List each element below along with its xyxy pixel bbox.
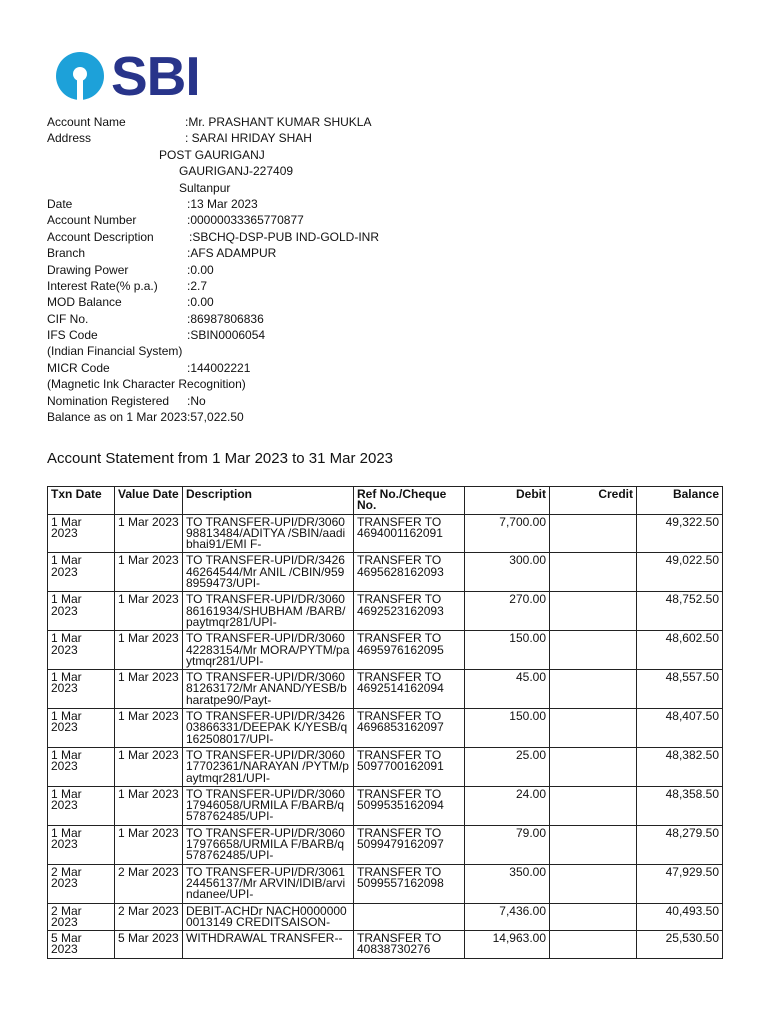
- header-credit: Credit: [550, 487, 637, 515]
- cell-txn-date: 2 Mar 2023: [48, 903, 115, 931]
- cell-txn-date: 5 Mar 2023: [48, 931, 115, 959]
- table-row: [48, 903, 723, 931]
- cell-debit: 7,700.00: [465, 514, 550, 553]
- account-field-label: Branch: [47, 246, 86, 261]
- cell-value-date: 1 Mar 2023: [115, 592, 183, 631]
- header-value-date: Value Date: [115, 487, 183, 515]
- cell-ref-no: TRANSFER TO 5099535162094: [354, 786, 465, 825]
- cell-ref-no: [354, 903, 465, 931]
- cell-description: TO TRANSFER-UPI/DR/342603866331/DEEPAK K/YESB/q162508017/UPI-: [183, 709, 354, 748]
- cell-txn-date: 1 Mar 2023: [48, 592, 115, 631]
- cell-description: TO TRANSFER-UPI/DR/306017702361/NARAYAN /PYTM/paytmqr281/UPI-: [183, 747, 354, 786]
- cell-debit: 300.00: [465, 553, 550, 592]
- cell-balance: 25,530.50: [637, 931, 723, 959]
- cell-debit: 350.00: [465, 864, 550, 903]
- cell-debit: 150.00: [465, 709, 550, 748]
- account-field-value: :Mr. PRASHANT KUMAR SHUKLA: [185, 115, 372, 129]
- cell-ref-no: TRANSFER TO 4695628162093: [354, 553, 465, 592]
- table-row: [48, 709, 723, 748]
- table-row: [48, 514, 723, 553]
- account-field-value: :SBIN0006054: [187, 328, 266, 343]
- cell-debit: 150.00: [465, 631, 550, 670]
- account-field-label: IFS Code: [47, 328, 98, 343]
- cell-description: TO TRANSFER-UPI/DR/306017946058/URMILA F/BARB/q578762485/UPI-: [183, 786, 354, 825]
- table-row: [48, 825, 723, 864]
- account-field-label: Interest Rate(% p.a.): [47, 278, 158, 293]
- cell-credit: [550, 709, 637, 748]
- cell-ref-no: TRANSFER TO 5099479162097: [354, 825, 465, 864]
- cell-credit: [550, 553, 637, 592]
- cell-ref-no: TRANSFER TO 4695976162095: [354, 631, 465, 670]
- cell-description: TO TRANSFER-UPI/DR/306081263172/Mr ANAND/YESB/bharatpe90/Payt-: [183, 670, 354, 709]
- table-row: [48, 864, 723, 903]
- header-ref-no: Ref No./Cheque No.: [354, 487, 465, 515]
- cell-description: WITHDRAWAL TRANSFER--: [183, 931, 354, 959]
- cell-balance: 48,279.50: [637, 825, 723, 864]
- cell-txn-date: 1 Mar 2023: [48, 747, 115, 786]
- cell-value-date: 1 Mar 2023: [115, 786, 183, 825]
- cell-value-date: 1 Mar 2023: [115, 747, 183, 786]
- cell-credit: [550, 514, 637, 553]
- cell-credit: [550, 631, 637, 670]
- account-field-label: Date: [47, 196, 73, 211]
- cell-debit: 24.00: [465, 786, 550, 825]
- account-field-value: Sultanpur: [179, 180, 231, 195]
- account-field-label: Address: [47, 131, 92, 146]
- account-field-value: :2.7: [187, 278, 208, 293]
- sbi-logo: [55, 45, 200, 107]
- cell-balance: 48,407.50: [637, 709, 723, 748]
- account-field-value: POST GAURIGANJ: [159, 147, 265, 162]
- cell-debit: 45.00: [465, 670, 550, 709]
- cell-txn-date: 1 Mar 2023: [48, 825, 115, 864]
- cell-ref-no: TRANSFER TO 5099557162098: [354, 864, 465, 903]
- cell-credit: [550, 903, 637, 931]
- cell-credit: [550, 592, 637, 631]
- cell-ref-no: TRANSFER TO 4696853162097: [354, 709, 465, 748]
- account-field-label: (Magnetic Ink Character Recognition): [47, 377, 246, 392]
- cell-ref-no: TRANSFER TO 40838730276: [354, 931, 465, 959]
- account-field-value: :86987806836: [187, 311, 264, 326]
- cell-ref-no: TRANSFER TO 4692523162093: [354, 592, 465, 631]
- cell-credit: [550, 670, 637, 709]
- cell-value-date: 2 Mar 2023: [115, 864, 183, 903]
- cell-value-date: 5 Mar 2023: [115, 931, 183, 959]
- cell-value-date: 1 Mar 2023: [115, 514, 183, 553]
- cell-credit: [550, 931, 637, 959]
- account-field-value: :No: [187, 393, 206, 408]
- cell-description: TO TRANSFER-UPI/DR/306124456137/Mr ARVIN/IDIB/arvindanee/UPI-: [183, 864, 354, 903]
- statement-title: Account Statement from 1 Mar 2023 to 31 Mar 2023: [47, 450, 394, 467]
- cell-debit: 14,963.00: [465, 931, 550, 959]
- header-description: Description: [183, 487, 354, 515]
- table-row: [48, 553, 723, 592]
- cell-credit: [550, 786, 637, 825]
- cell-ref-no: TRANSFER TO 5097700162091: [354, 747, 465, 786]
- account-field-value: GAURIGANJ-227409: [179, 164, 294, 179]
- cell-txn-date: 1 Mar 2023: [48, 670, 115, 709]
- header-txn-date: Txn Date: [48, 487, 115, 515]
- cell-ref-no: TRANSFER TO 4692514162094: [354, 670, 465, 709]
- cell-value-date: 2 Mar 2023: [115, 903, 183, 931]
- account-field-value: : SARAI HRIDAY SHAH: [185, 131, 312, 146]
- cell-credit: [550, 825, 637, 864]
- account-field-value: :144002221: [187, 360, 251, 375]
- cell-balance: 48,557.50: [637, 670, 723, 709]
- cell-balance: 47,929.50: [637, 864, 723, 903]
- account-field-value: :SBCHQ-DSP-PUB IND-GOLD-INR: [189, 229, 380, 244]
- cell-txn-date: 1 Mar 2023: [48, 514, 115, 553]
- header-debit: Debit: [465, 487, 550, 515]
- table-row: [48, 631, 723, 670]
- account-field-value: :57,022.50: [187, 410, 244, 425]
- cell-txn-date: 1 Mar 2023: [48, 709, 115, 748]
- transactions-table: [47, 486, 723, 959]
- cell-description: TO TRANSFER-UPI/DR/306098813484/ADITYA /SBIN/aadibhai91/EMI F-: [183, 514, 354, 553]
- cell-txn-date: 2 Mar 2023: [48, 864, 115, 903]
- cell-debit: 7,436.00: [465, 903, 550, 931]
- cell-balance: 49,022.50: [637, 553, 723, 592]
- header-balance: Balance: [637, 487, 723, 515]
- cell-txn-date: 1 Mar 2023: [48, 553, 115, 592]
- table-row: [48, 592, 723, 631]
- account-field-value: :AFS ADAMPUR: [187, 246, 277, 261]
- cell-balance: 48,358.50: [637, 786, 723, 825]
- account-field-value: :00000033365770877: [187, 213, 304, 228]
- cell-description: TO TRANSFER-UPI/DR/342646264544/Mr ANIL /CBIN/9598959473/UPI-: [183, 553, 354, 592]
- cell-balance: 40,493.50: [637, 903, 723, 931]
- cell-txn-date: 1 Mar 2023: [48, 631, 115, 670]
- account-field-label: Nomination Registered: [47, 393, 170, 408]
- cell-credit: [550, 747, 637, 786]
- cell-balance: 49,322.50: [637, 514, 723, 553]
- cell-description: DEBIT-ACHDr NACH00000000013149 CREDITSAISON-: [183, 903, 354, 931]
- cell-txn-date: 1 Mar 2023: [48, 786, 115, 825]
- account-field-value: :0.00: [187, 262, 214, 277]
- account-field-value: :13 Mar 2023: [187, 196, 258, 211]
- cell-description: TO TRANSFER-UPI/DR/306017976658/URMILA F/BARB/q578762485/UPI-: [183, 825, 354, 864]
- cell-balance: 48,602.50: [637, 631, 723, 670]
- table-header-row: [48, 487, 723, 515]
- account-field-label: CIF No.: [47, 311, 89, 326]
- cell-description: TO TRANSFER-UPI/DR/306086161934/SHUBHAM /BARB/paytmqr281/UPI-: [183, 592, 354, 631]
- account-field-label: Balance as on 1 Mar 2023: [47, 410, 188, 425]
- cell-ref-no: TRANSFER TO 4694001162091: [354, 514, 465, 553]
- account-field-value: :0.00: [187, 295, 214, 310]
- account-field-label: Account Description: [47, 229, 154, 244]
- account-field-label: Drawing Power: [47, 262, 129, 277]
- cell-value-date: 1 Mar 2023: [115, 709, 183, 748]
- sbi-logo-text: SBI: [111, 45, 200, 107]
- cell-value-date: 1 Mar 2023: [115, 553, 183, 592]
- cell-value-date: 1 Mar 2023: [115, 631, 183, 670]
- table-row: [48, 931, 723, 959]
- cell-description: TO TRANSFER-UPI/DR/306042283154/Mr MORA/PYTM/paytmqr281/UPI-: [183, 631, 354, 670]
- cell-debit: 270.00: [465, 592, 550, 631]
- cell-value-date: 1 Mar 2023: [115, 670, 183, 709]
- cell-credit: [550, 864, 637, 903]
- table-row: [48, 747, 723, 786]
- account-field-label: MOD Balance: [47, 295, 122, 310]
- table-row: [48, 670, 723, 709]
- cell-value-date: 1 Mar 2023: [115, 825, 183, 864]
- account-field-label: Account Number: [47, 213, 137, 228]
- sbi-keyhole-icon: [55, 51, 105, 101]
- cell-balance: 48,382.50: [637, 747, 723, 786]
- cell-debit: 79.00: [465, 825, 550, 864]
- cell-balance: 48,752.50: [637, 592, 723, 631]
- account-field-label: MICR Code: [47, 360, 110, 375]
- account-field-label: Account Name: [47, 115, 126, 129]
- cell-debit: 25.00: [465, 747, 550, 786]
- table-row: [48, 786, 723, 825]
- account-field-label: (Indian Financial System): [47, 344, 183, 359]
